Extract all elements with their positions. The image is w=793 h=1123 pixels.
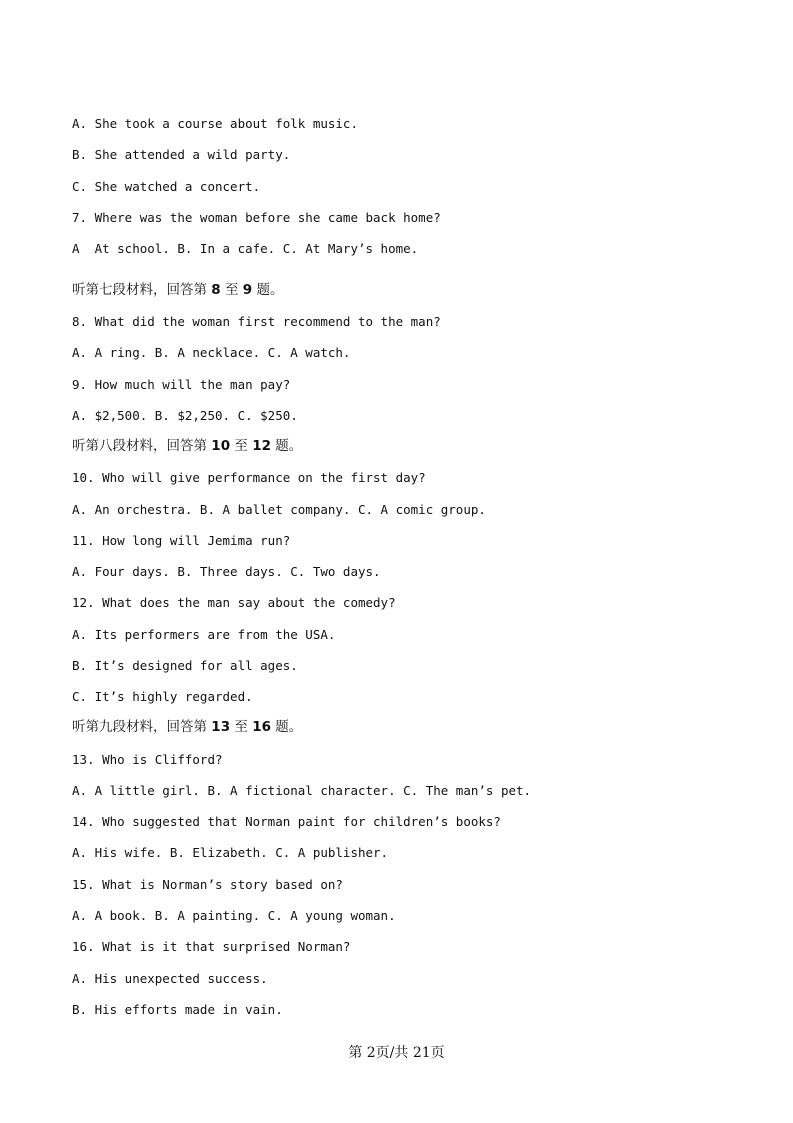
heading-start-number: 10	[211, 438, 231, 454]
heading-mid: 至	[230, 438, 253, 454]
page-number-footer: 第 2页/共 21页	[348, 1045, 445, 1061]
option-line: A. A little girl. B. A fictional character. C. The man’s pet.	[72, 783, 532, 798]
heading-suffix: 题。	[252, 282, 284, 298]
option-line: A. A ring. B. A necklace. C. A watch.	[72, 345, 351, 360]
question-line: 16. What is it that surprised Norman?	[72, 939, 351, 954]
heading-start-number: 8	[211, 282, 221, 298]
question-line: 11. How long will Jemima run?	[72, 533, 291, 548]
heading-end-number: 9	[242, 282, 253, 298]
heading-prefix: 听第九段材料，回答第	[72, 719, 212, 735]
option-line: A. His unexpected success.	[72, 971, 268, 986]
question-line: 13. Who is Clifford?	[72, 752, 223, 767]
section-heading	[72, 282, 284, 298]
heading-suffix: 题。	[270, 438, 303, 454]
heading-start-number: 13	[211, 719, 231, 735]
option-line: A. Four days. B. Three days. C. Two days.	[72, 564, 381, 579]
question-line: 14. Who suggested that Norman paint for children’s books?	[72, 814, 501, 829]
option-line: A. An orchestra. B. A ballet company. C. A comic group.	[72, 502, 486, 517]
option-line: C. It’s highly regarded.	[72, 689, 253, 704]
option-line: B. She attended a wild party.	[72, 147, 291, 162]
option-line: A. A book. B. A painting. C. A young woman.	[72, 908, 396, 923]
question-line: 7. Where was the woman before she came back home?	[72, 210, 441, 225]
question-line: 10. Who will give performance on the first day?	[72, 470, 426, 485]
heading-prefix: 听第七段材料，回答第	[72, 282, 212, 298]
section-heading	[72, 438, 302, 454]
heading-prefix: 听第八段材料，回答第	[72, 438, 212, 454]
heading-mid: 至	[230, 719, 253, 735]
option-line: B. His efforts made in vain.	[72, 1002, 283, 1017]
option-line: A. $2,500. B. $2,250. C. $250.	[72, 408, 298, 423]
question-line: 15. What is Norman’s story based on?	[72, 877, 343, 892]
heading-end-number: 16	[252, 719, 271, 735]
heading-mid: 至	[220, 282, 243, 298]
option-line: C. She watched a concert.	[72, 179, 261, 194]
question-line: 12. What does the man say about the comedy?	[72, 595, 396, 610]
heading-end-number: 12	[252, 438, 271, 454]
option-line: A. She took a course about folk music.	[72, 116, 358, 131]
question-line: 9. How much will the man pay?	[72, 377, 291, 392]
question-line: 8. What did the woman first recommend to the man?	[72, 314, 441, 329]
section-heading	[72, 719, 302, 735]
option-line: B. It’s designed for all ages.	[72, 658, 298, 673]
option-line: A At school. B. In a cafe. C. At Mary’s home.	[72, 241, 419, 256]
option-line: A. His wife. B. Elizabeth. C. A publisher.	[72, 845, 389, 860]
heading-suffix: 题。	[270, 719, 303, 735]
option-line: A. Its performers are from the USA.	[72, 627, 336, 642]
